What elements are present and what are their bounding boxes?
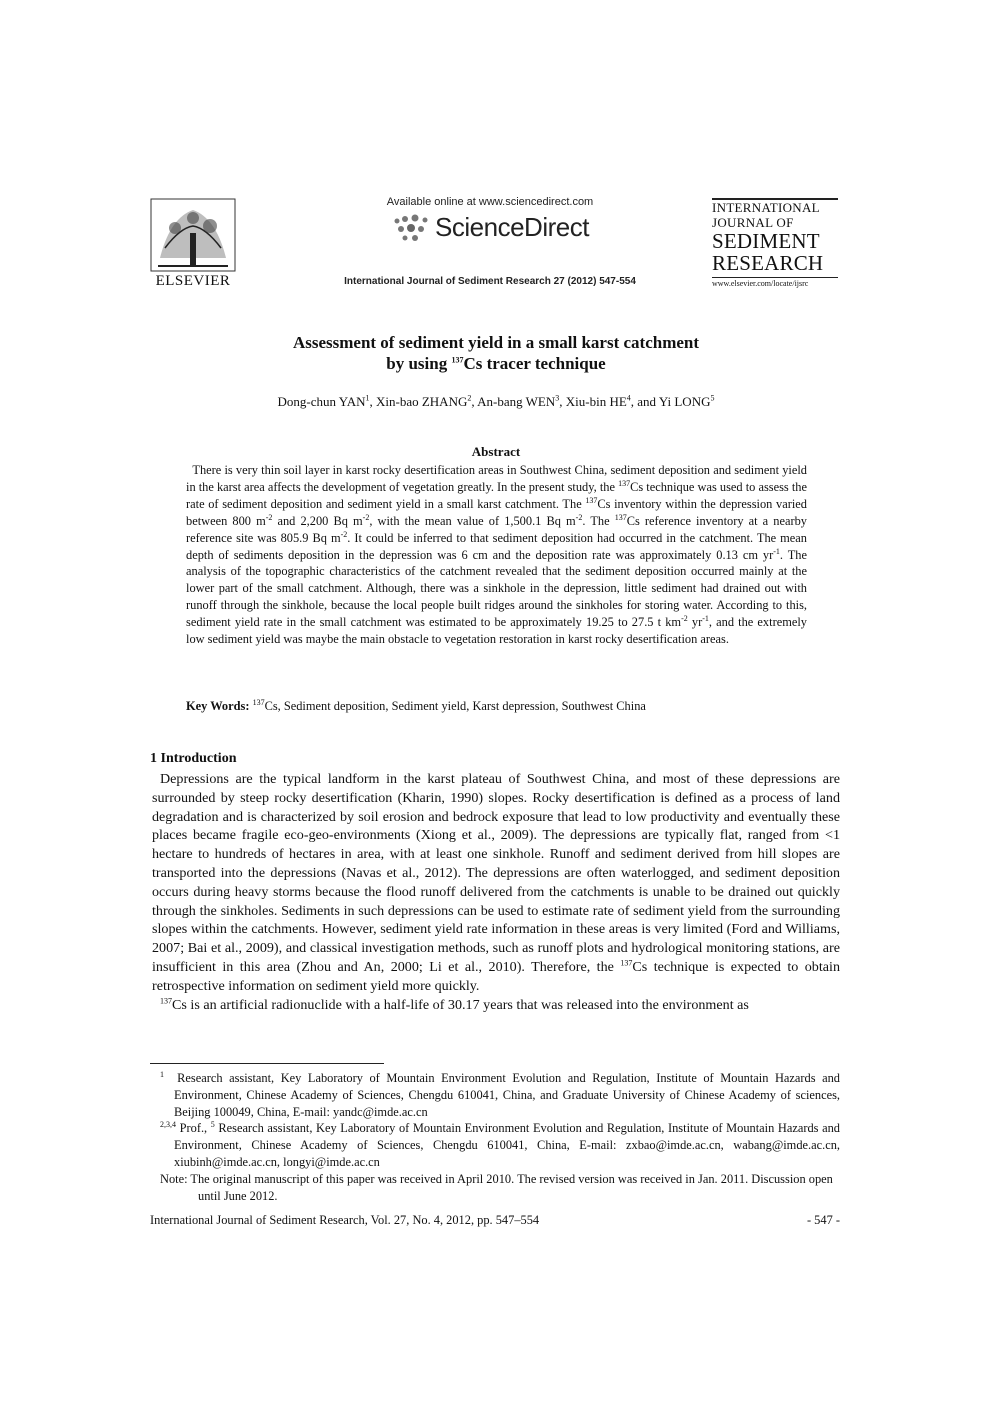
sciencedirect-wordmark: ScienceDirect [435,212,589,242]
elsevier-wordmark: ELSEVIER [155,273,231,289]
sciencedirect-brand [340,212,640,243]
author: Xin-bao ZHANG$^2$, [376,393,478,409]
author-list [150,394,842,410]
section-heading-introduction: 1 Introduction [150,751,237,766]
footnote-divider [150,1063,384,1064]
keywords-label: Key Words: [186,699,250,713]
title-line1: Assessment of sediment yield in a small karst catchment [292,333,700,352]
footnote-2: $^{2,3,4}$ Prof., $^5$ Research assistant, Key Laboratory of Mountain Environment Evolution and Regulation, Institute of Mountain Hazards and Environment, Chinese Academy of Sciences, Chengdu 610041, China, E-mail: zxbao@imde.ac.cn, wabang@imde.ac.cn, xiubinh@imde.ac.cn, longyi@imde.ac.cn [160,1120,840,1169]
available-online-text[interactable]: Available online at www.sciencedirect.com [386,196,594,208]
journal-reference: International Journal of Sediment Research 27 (2012) 547-554 [344,276,636,287]
elsevier-logo [150,198,236,290]
author: An-bang WEN$^3$, [477,393,566,409]
page-number: - 547 - [806,1213,840,1227]
journal-logo [712,198,838,288]
journal-logo-line2: JOURNAL OF [712,215,794,230]
introduction-body [152,770,840,1014]
manuscript-note: Note: The original manuscript of this paper was received in April 2010. The revised version was received in Jan. 2011. Discussion open until June 2012. [160,1171,833,1203]
journal-logo-url[interactable]: www.elsevier.com/locate/ijsrc [712,277,838,288]
title-line2: by using $^{137}$Cs tracer technique [386,354,606,373]
abstract-body: There is very thin soil layer in karst rocky desertification areas in Southwest China, sediment deposition and sediment yield in the karst area affects the development of vegetation greatly. In the present study, the $^{137}$Cs technique was used to assess the rate of sediment deposition and sediment yield in a small karst catchment. The $^{137}$Cs inventory within the depression varied between 800 $m^{-2}$ and 2,200 Bq $m^{-2}$, with the mean value of 1,500.1 Bq $m^{-2}$. The $^{137}$Cs reference inventory at a nearby reference site was 805.9 Bq $m^{-2}$. It could be inferred to that sediment deposition had occurred in the catchment. The mean depth of sediments deposition in the depression was 6 cm and the deposition rate was approximately 0.13 cm $yr^{-1}$. The analysis of the topographic characteristics of the catchment revealed that the sediment deposition occurred mainly at the lower part of the small catchment. Although, there was a sinkhole in the depression, little sediment had drained out with runoff through the sinkhole, because the local people built ridges around the sinkholes for storing water. According to this, sediment yield rate in the small catchment was estimated to be approximately 19.25 to 27.5 t $km^{-2}$ $yr^{-1}$, and the extremely low sediment yield was maybe the main obstacle to vegetation restoration in karst rocky desertification areas. [186,463,808,647]
footnote-1: $^1$ Research assistant, Key Laboratory of Mountain Environment Evolution and Regulation, Institute of Mountain Hazards and Environment, Chinese Academy of Sciences, Chengdu 610041, China, and Graduate University of Chinese Academy of sciences, Beijing 100049, China, E-mail: yandc@imde.ac.cn [160,1069,840,1119]
journal-logo-line4: RESEARCH [712,251,824,275]
author: Yi LONG$^5$ [658,393,715,409]
footer-citation: International Journal of Sediment Research, Vol. 27, No. 4, 2012, pp. 547–554 [150,1213,540,1227]
journal-logo-line1: INTERNATIONAL [712,200,820,215]
footnotes [150,1070,840,1204]
paragraph: $^{137}$Cs is an artificial radionuclide with a half-life of 30.17 years that was released into the environment as [160,995,749,1013]
keywords-text: Cs, Sediment deposition, Sediment yield, Karst depression, Southwest China [264,699,646,713]
elsevier-tree-icon [150,198,236,272]
keywords: Key Words: $^{137}$Cs, Sediment deposition, Sediment yield, Karst depression, Southwest China [186,697,646,713]
author: Dong-chun YAN$^1$, [277,393,376,409]
sciencedirect-dots-icon [391,213,435,243]
paragraph: Depressions are the typical landform in the karst plateau of Southwest China, and most of these depressions are surrounded by steep rocky desertification (Kharin, 1990) slopes. Rocky desertification is defined as a process of land degradation and is characterized by soil erosion and bedrock exposure that lead to low productivity and eventually these places became fragile eco-geo-environments (Xiong et al., 2009). The depressions are typically flat, ranged from <1 hectare to hundreds of hectares in area, with at least one sinkhole. Runoff and sediment derived from hill slopes are transported into the depressions (Navas et al., 2012). The depressions are often waterlogged, and sediment deposition occurs during heavy storms because the flood runoff delivered from the catchments is unable to be drained out quickly through the sinkholes. Sediments in such depressions can be used to estimate rate of sediment yield from the surrounding slopes within the catchments. However, sediment yield rate information in these areas is very limited (Ford and Williams, 2007; Bai et al., 2009), and classical investigation methods, such as runoff plots and hydrological monitoring stations, are insufficient in this area (Zhou and An, 2000; Li et al., 2010). Therefore, the $^{137}$Cs technique is expected to obtain retrospective information on sediment yield more quickly. [152,771,840,994]
author: Xiu-bin $HE^4$, and [565,393,659,409]
sciencedirect-block [340,196,640,243]
journal-logo-line3: SEDIMENT [712,229,820,253]
abstract-heading: Abstract [471,444,521,459]
article-title [150,332,842,374]
